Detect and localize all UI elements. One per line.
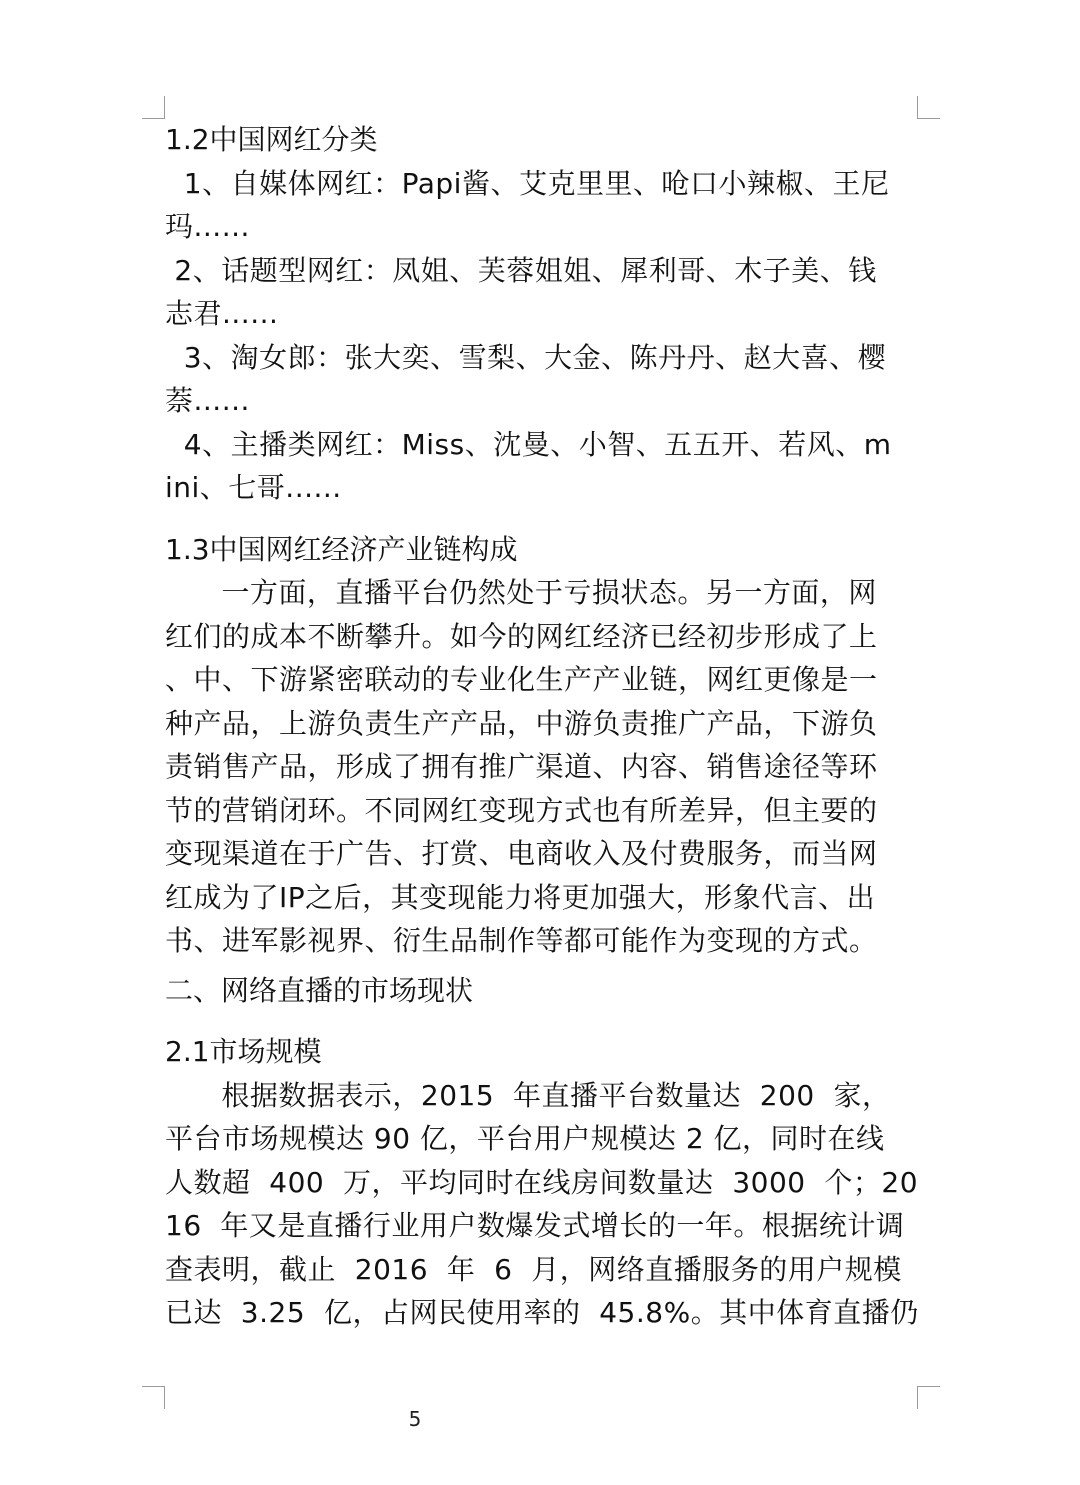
page-body (165, 118, 917, 1335)
section-2-title: 二、网络直播的市场现状 (165, 973, 474, 1007)
crop-mark-bottom-left (142, 1386, 165, 1409)
paragraph-line: 人数超 400 万，平均同时在线房间数量达 3000 个；20 (165, 1165, 919, 1199)
section-1-3-title: 1.3中国网红经济产业链构成 (165, 532, 518, 566)
crop-mark-top-left (142, 96, 165, 119)
paragraph-line: 书、进军影视界、衍生品制作等都可能作为变现的方式。 (165, 924, 878, 957)
paragraph-line: 一方面，直播平台仍然处于亏损状态。另一方面，网 (165, 576, 877, 609)
paragraph-line: 红们的成本不断攀升。如今的网红经济已经初步形成了上 (165, 619, 878, 653)
paragraph-line: 玛...... (165, 210, 250, 243)
paragraph-line: 根据数据表示，2015 年直播平台数量达 200 家， (165, 1078, 891, 1112)
paragraph-line: 4、主播类网红：Miss、沈曼、小智、五五开、若风、m (165, 427, 892, 461)
crop-mark-bottom-right (917, 1386, 940, 1409)
page-number: 5 (408, 1407, 422, 1431)
paragraph-line: 3、淘女郎：张大奕、雪梨、大金、陈丹丹、赵大喜、樱 (165, 340, 887, 374)
paragraph-line: 、中、下游紧密联动的专业化生产产业链，网红更像是一 (165, 663, 878, 696)
crop-mark-top-right (917, 96, 940, 119)
paragraph-line: 责销售产品，形成了拥有推广渠道、内容、销售途径等环 (165, 750, 878, 783)
paragraph-line: 已达 3.25 亿，占网民使用率的 45.8%。其中体育直播仍 (165, 1296, 919, 1329)
paragraph-line: 1、自媒体网红：Papi酱、艾克里里、呛口小辣椒、王尼 (165, 166, 890, 200)
section-2-1-title: 2.1市场规模 (165, 1035, 322, 1068)
paragraph-line: 种产品，上游负责生产产品，中游负责推广产品，下游负 (165, 706, 878, 740)
paragraph-line: 平台市场规模达 90 亿，平台用户规模达 2 亿，同时在线 (165, 1122, 885, 1155)
paragraph-line: 节的营销闭环。不同网红变现方式也有所差异，但主要的 (165, 793, 878, 827)
paragraph-line: 16 年又是直播行业用户数爆发式增长的一年。根据统计调 (165, 1209, 905, 1242)
paragraph-line: 查表明，截止 2016 年 6 月，网络直播服务的用户规模 (165, 1252, 902, 1286)
paragraph-line: 红成为了IP之后，其变现能力将更加强大，形象代言、出 (165, 880, 876, 914)
paragraph-line: 志君...... (165, 297, 279, 330)
paragraph-line: ini、七哥...... (165, 471, 342, 504)
section-1-2-title: 1.2中国网红分类 (165, 123, 378, 156)
paragraph-line: 变现渠道在于广告、打赏、电商收入及付费服务，而当网 (165, 837, 878, 870)
paragraph-line: 2、话题型网红：凤姐、芙蓉姐姐、犀利哥、木子美、钱 (165, 253, 877, 287)
paragraph-line: 萘...... (165, 384, 250, 417)
